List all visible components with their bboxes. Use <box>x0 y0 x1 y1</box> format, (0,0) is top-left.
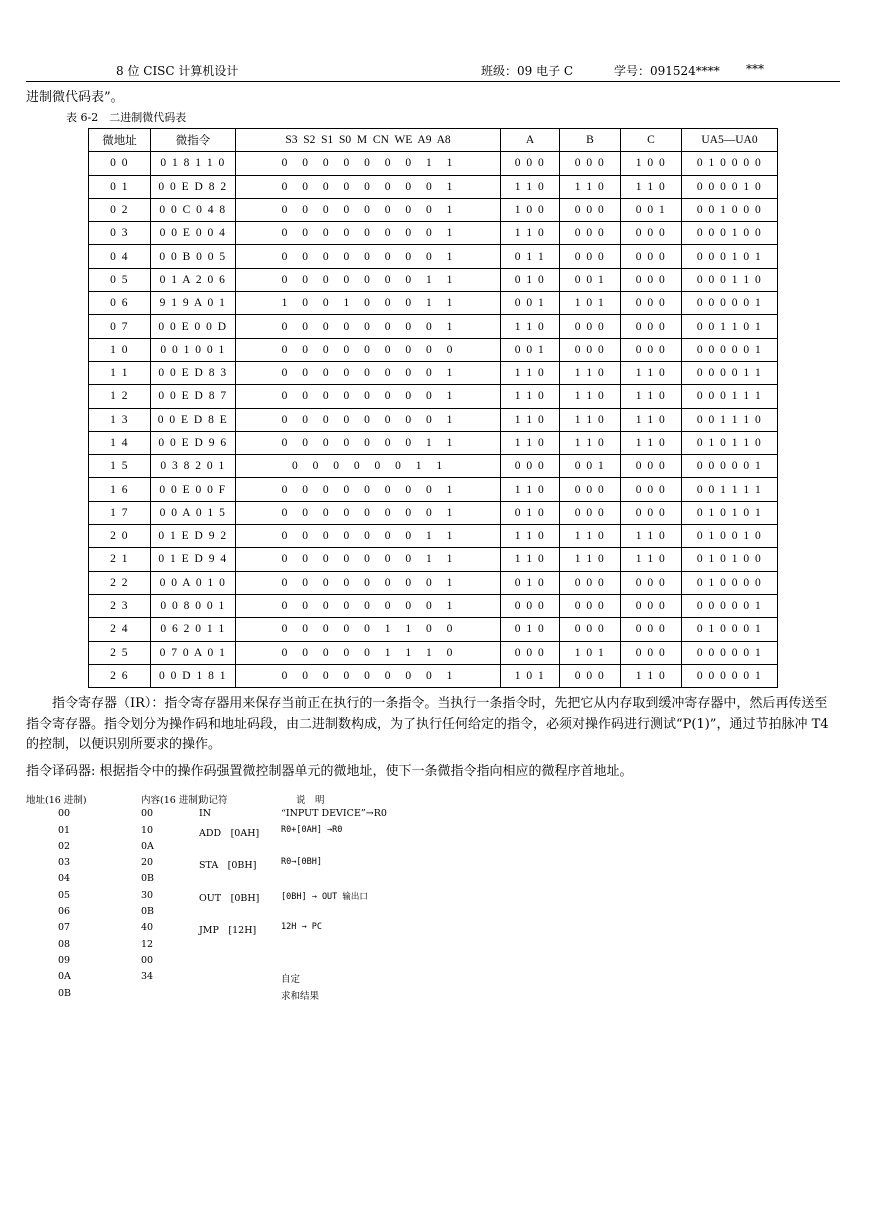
program-description: 12H → PC <box>281 922 322 933</box>
cell-b: 0 0 0 <box>560 245 621 268</box>
cell-c: 0 0 1 <box>621 198 682 221</box>
cell-micro-instruction: 0 0 B 0 0 5 <box>151 245 236 268</box>
table-caption: 表 6-2 二进制微代码表 <box>66 111 187 124</box>
program-header-row <box>26 792 526 808</box>
microcode-row <box>89 501 778 524</box>
cell-micro-address: 1 5 <box>89 455 151 478</box>
continuation-text: 进制微代码表”。 <box>26 90 124 105</box>
cell-ua: 0 0 0 1 1 1 <box>682 385 778 408</box>
cell-control-bits: 1 0 0 1 0 0 0 1 1 <box>236 292 501 315</box>
cell-micro-instruction: 0 0 E 0 0 D <box>151 315 236 338</box>
program-content: 10 <box>141 824 154 836</box>
cell-control-bits: 0 0 0 0 0 0 0 1 1 <box>236 431 501 454</box>
microcode-row <box>89 525 778 548</box>
program-row <box>26 873 526 889</box>
cell-micro-instruction: 0 1 E D 9 4 <box>151 548 236 571</box>
cell-a: 0 0 1 <box>501 292 560 315</box>
cell-ua: 0 1 0 1 0 1 <box>682 501 778 524</box>
cell-micro-instruction: 0 0 E D 8 2 <box>151 175 236 198</box>
cell-b: 0 0 0 <box>560 152 621 175</box>
cell-a: 0 0 0 <box>501 594 560 617</box>
program-content: 00 <box>141 808 154 820</box>
cell-b: 0 0 0 <box>560 594 621 617</box>
microcode-row <box>89 618 778 641</box>
cell-micro-instruction: 0 0 E D 9 6 <box>151 431 236 454</box>
cell-micro-address: 2 3 <box>89 594 151 617</box>
cell-c: 1 1 0 <box>621 664 682 687</box>
program-listing <box>26 792 526 1004</box>
cell-ua: 0 0 0 1 1 0 <box>682 268 778 291</box>
cell-b: 0 0 0 <box>560 198 621 221</box>
header-name: *** <box>746 62 764 76</box>
cell-b: 0 0 0 <box>560 315 621 338</box>
header-rule <box>26 81 840 82</box>
cell-ua: 0 0 1 1 1 1 <box>682 478 778 501</box>
cell-b: 0 0 0 <box>560 664 621 687</box>
cell-c: 0 0 0 <box>621 618 682 641</box>
cell-micro-address: 1 2 <box>89 385 151 408</box>
program-address: 0A <box>58 971 71 983</box>
cell-a: 1 1 0 <box>501 361 560 384</box>
microcode-row <box>89 408 778 431</box>
header-class: 班级：09 电子 C <box>481 64 574 78</box>
cell-b: 0 0 1 <box>560 455 621 478</box>
program-description: “INPUT DEVICE”→R0 <box>281 808 387 820</box>
cell-a: 1 1 0 <box>501 431 560 454</box>
cell-micro-address: 2 6 <box>89 664 151 687</box>
cell-ua: 0 0 0 0 1 0 <box>682 175 778 198</box>
cell-ua: 0 0 0 1 0 0 <box>682 222 778 245</box>
program-header-address: 地址(16 进制) <box>26 795 87 806</box>
cell-c: 1 1 0 <box>621 361 682 384</box>
col-header-c: C <box>621 129 682 152</box>
header-student-id: 学号：091524**** <box>614 64 720 78</box>
cell-a: 1 0 1 <box>501 664 560 687</box>
cell-ua: 0 1 0 0 1 0 <box>682 525 778 548</box>
cell-micro-instruction: 0 1 8 1 1 0 <box>151 152 236 175</box>
cell-c: 0 0 0 <box>621 455 682 478</box>
cell-a: 1 1 0 <box>501 548 560 571</box>
program-mnemonic: ADD [0AH] <box>199 827 260 839</box>
cell-micro-address: 0 1 <box>89 175 151 198</box>
cell-micro-instruction: 0 0 8 0 0 1 <box>151 594 236 617</box>
microcode-row <box>89 664 778 687</box>
cell-micro-address: 0 2 <box>89 198 151 221</box>
microcode-row <box>89 292 778 315</box>
program-content: 0B <box>141 906 155 918</box>
program-address: 00 <box>58 808 71 820</box>
cell-micro-instruction: 0 0 1 0 0 1 <box>151 338 236 361</box>
program-row <box>26 988 526 1004</box>
program-mnemonic: JMP [12H] <box>199 925 257 937</box>
cell-c: 1 1 0 <box>621 408 682 431</box>
program-description: R0+[0AH] →R0 <box>281 824 343 835</box>
cell-micro-instruction: 0 7 0 A 0 1 <box>151 641 236 664</box>
program-address: 03 <box>58 857 71 869</box>
cell-micro-address: 1 1 <box>89 361 151 384</box>
cell-control-bits: 0 0 0 0 0 0 0 1 1 <box>236 525 501 548</box>
program-address: 04 <box>58 873 71 885</box>
program-row <box>26 857 526 873</box>
program-address: 0B <box>58 987 72 999</box>
cell-micro-instruction: 0 3 8 2 0 1 <box>151 455 236 478</box>
cell-b: 0 0 0 <box>560 618 621 641</box>
program-description: 求和结果 <box>281 990 320 1002</box>
cell-a: 0 0 0 <box>501 152 560 175</box>
program-address: 02 <box>58 840 71 852</box>
cell-a: 1 0 0 <box>501 198 560 221</box>
col-header-micro-instruction: 微指令 <box>151 129 236 152</box>
program-row <box>26 906 526 922</box>
cell-a: 0 0 0 <box>501 641 560 664</box>
cell-micro-address: 2 5 <box>89 641 151 664</box>
cell-a: 1 1 0 <box>501 525 560 548</box>
microcode-table <box>88 128 778 688</box>
cell-c: 1 1 0 <box>621 548 682 571</box>
cell-b: 0 0 0 <box>560 501 621 524</box>
cell-c: 1 0 0 <box>621 152 682 175</box>
microcode-row <box>89 455 778 478</box>
program-description: 自定 <box>281 974 301 986</box>
cell-c: 0 0 0 <box>621 641 682 664</box>
cell-c: 0 0 0 <box>621 268 682 291</box>
cell-micro-instruction: 0 6 2 0 1 1 <box>151 618 236 641</box>
cell-b: 1 0 1 <box>560 641 621 664</box>
cell-c: 1 1 0 <box>621 385 682 408</box>
cell-micro-address: 1 3 <box>89 408 151 431</box>
cell-ua: 0 0 0 0 0 1 <box>682 455 778 478</box>
cell-ua: 0 1 0 0 0 1 <box>682 618 778 641</box>
cell-c: 1 1 0 <box>621 175 682 198</box>
cell-micro-instruction: 0 0 E D 8 7 <box>151 385 236 408</box>
cell-c: 0 0 0 <box>621 292 682 315</box>
program-row <box>26 890 526 906</box>
cell-control-bits: 0 0 0 0 0 0 0 0 0 <box>236 338 501 361</box>
cell-b: 0 0 0 <box>560 222 621 245</box>
cell-a: 1 1 0 <box>501 385 560 408</box>
program-description: R0→[0BH] <box>281 857 322 868</box>
cell-control-bits: 0 0 0 0 0 0 0 0 1 <box>236 664 501 687</box>
cell-ua: 0 0 1 0 0 0 <box>682 198 778 221</box>
cell-micro-address: 2 4 <box>89 618 151 641</box>
program-row <box>26 971 526 987</box>
paragraph-instruction-decoder: 指令译码器: 根据指令中的操作码强置微控制器单元的微地址，使下一条微指令指向相应的微程序首地址。 <box>26 764 633 779</box>
cell-micro-address: 0 4 <box>89 245 151 268</box>
paragraph-instruction-register: 指令寄存器（IR）：指令寄存器用来保存当前正在执行的一条指令。当执行一条指令时，先把它从内存取到缓冲寄存器中，然后再传送至指令寄存器。指令划分为操作码和地址码段，由二进制数构成，为了执行任何给定的指令，必须对操作码进行测试“P(1)”，通过节拍脉冲 T4 的控制，以便识别所要求的操作。 <box>26 696 829 752</box>
cell-control-bits: 0 0 0 0 0 0 0 1 1 <box>236 268 501 291</box>
cell-a: 0 1 0 <box>501 571 560 594</box>
cell-control-bits: 0 0 0 0 0 0 0 0 1 <box>236 361 501 384</box>
program-address: 08 <box>58 938 71 950</box>
cell-c: 0 0 0 <box>621 315 682 338</box>
cell-b: 0 0 1 <box>560 268 621 291</box>
program-address: 07 <box>58 922 71 934</box>
cell-control-bits: 0 0 0 0 0 1 1 1 0 <box>236 641 501 664</box>
cell-ua: 0 0 0 0 0 1 <box>682 338 778 361</box>
program-address: 09 <box>58 954 71 966</box>
cell-micro-address: 0 7 <box>89 315 151 338</box>
program-row <box>26 841 526 857</box>
cell-ua: 0 1 0 1 0 0 <box>682 548 778 571</box>
cell-ua: 0 1 0 0 0 0 <box>682 152 778 175</box>
cell-control-bits: 0 0 0 0 0 0 0 0 1 <box>236 315 501 338</box>
header-title: 8 位 CISC 计算机设计 <box>116 64 239 78</box>
cell-c: 0 0 0 <box>621 245 682 268</box>
cell-ua: 0 0 1 1 0 1 <box>682 315 778 338</box>
cell-ua: 0 0 0 0 0 1 <box>682 641 778 664</box>
program-content: 30 <box>141 889 154 901</box>
microcode-row <box>89 385 778 408</box>
cell-control-bits: 0 0 0 0 0 0 0 0 1 <box>236 245 501 268</box>
cell-a: 0 0 1 <box>501 338 560 361</box>
cell-ua: 0 0 0 0 0 1 <box>682 292 778 315</box>
cell-a: 0 1 0 <box>501 501 560 524</box>
cell-micro-address: 2 0 <box>89 525 151 548</box>
cell-b: 1 1 0 <box>560 385 621 408</box>
cell-micro-address: 1 0 <box>89 338 151 361</box>
cell-micro-address: 2 2 <box>89 571 151 594</box>
program-content: 20 <box>141 857 154 869</box>
cell-control-bits: 0 0 0 0 0 0 0 0 1 <box>236 198 501 221</box>
cell-b: 1 1 0 <box>560 431 621 454</box>
cell-c: 0 0 0 <box>621 222 682 245</box>
cell-b: 1 1 0 <box>560 408 621 431</box>
cell-ua: 0 0 0 0 1 1 <box>682 361 778 384</box>
cell-a: 1 1 0 <box>501 478 560 501</box>
cell-control-bits: 0 0 0 0 0 0 0 1 1 <box>236 152 501 175</box>
cell-ua: 0 0 1 1 1 0 <box>682 408 778 431</box>
cell-b: 1 1 0 <box>560 361 621 384</box>
cell-control-bits: 0 0 0 0 0 0 0 0 1 <box>236 594 501 617</box>
cell-c: 0 0 0 <box>621 501 682 524</box>
microcode-row <box>89 222 778 245</box>
microcode-row <box>89 431 778 454</box>
cell-c: 0 0 0 <box>621 478 682 501</box>
cell-micro-instruction: 0 0 D 1 8 1 <box>151 664 236 687</box>
cell-micro-instruction: 0 0 A 0 1 5 <box>151 501 236 524</box>
program-description: [0BH] → OUT 输出口 <box>281 891 368 902</box>
cell-c: 0 0 0 <box>621 338 682 361</box>
cell-control-bits: 0 0 0 0 0 0 0 0 1 <box>236 501 501 524</box>
cell-micro-instruction: 0 1 A 2 0 6 <box>151 268 236 291</box>
cell-c: 0 0 0 <box>621 571 682 594</box>
cell-micro-instruction: 0 0 C 0 4 8 <box>151 198 236 221</box>
col-header-ua: UA5—UA0 <box>682 129 778 152</box>
cell-micro-instruction: 0 0 E D 8 3 <box>151 361 236 384</box>
microcode-row <box>89 571 778 594</box>
program-header-mnemonic: 助记符 <box>199 795 228 806</box>
cell-c: 1 1 0 <box>621 525 682 548</box>
microcode-row <box>89 152 778 175</box>
cell-a: 0 1 0 <box>501 618 560 641</box>
microcode-row <box>89 594 778 617</box>
cell-a: 0 1 1 <box>501 245 560 268</box>
program-mnemonic: STA [0BH] <box>199 860 257 872</box>
program-mnemonic: IN <box>199 808 212 820</box>
cell-control-bits: 0 0 0 0 0 0 1 1 <box>236 455 501 478</box>
microcode-row <box>89 245 778 268</box>
cell-ua: 0 0 0 1 0 1 <box>682 245 778 268</box>
program-address: 06 <box>58 906 71 918</box>
cell-micro-address: 2 1 <box>89 548 151 571</box>
cell-b: 1 1 0 <box>560 548 621 571</box>
program-header-content: 内容(16 进制) <box>141 795 202 806</box>
cell-b: 1 1 0 <box>560 175 621 198</box>
cell-b: 0 0 0 <box>560 571 621 594</box>
microcode-row <box>89 268 778 291</box>
cell-micro-address: 1 6 <box>89 478 151 501</box>
cell-a: 1 1 0 <box>501 315 560 338</box>
microcode-row <box>89 548 778 571</box>
microcode-row <box>89 338 778 361</box>
cell-ua: 0 0 0 0 0 1 <box>682 594 778 617</box>
program-row <box>26 922 526 938</box>
program-row <box>26 939 526 955</box>
microcode-row <box>89 175 778 198</box>
program-row <box>26 955 526 971</box>
microcode-row <box>89 478 778 501</box>
program-row <box>26 808 526 824</box>
cell-control-bits: 0 0 0 0 0 0 0 0 1 <box>236 175 501 198</box>
program-content: 12 <box>141 938 154 950</box>
cell-a: 0 1 0 <box>501 268 560 291</box>
microcode-row <box>89 198 778 221</box>
cell-micro-address: 0 0 <box>89 152 151 175</box>
program-content: 40 <box>141 922 154 934</box>
microcode-row <box>89 361 778 384</box>
cell-ua: 0 1 0 1 1 0 <box>682 431 778 454</box>
program-content: 00 <box>141 954 154 966</box>
microcode-header-row <box>89 129 778 152</box>
col-header-b: B <box>560 129 621 152</box>
cell-micro-address: 0 3 <box>89 222 151 245</box>
cell-micro-address: 0 6 <box>89 292 151 315</box>
col-header-micro-address: 微地址 <box>89 129 151 152</box>
cell-control-bits: 0 0 0 0 0 0 0 0 1 <box>236 385 501 408</box>
col-header-control-bits: S3 S2 S1 S0 M CN WE A9 A8 <box>236 129 501 152</box>
cell-micro-instruction: 0 1 E D 9 2 <box>151 525 236 548</box>
cell-b: 1 1 0 <box>560 525 621 548</box>
cell-ua: 0 0 0 0 0 1 <box>682 664 778 687</box>
program-address: 01 <box>58 824 71 836</box>
cell-micro-instruction: 0 0 E 0 0 4 <box>151 222 236 245</box>
cell-a: 1 1 0 <box>501 408 560 431</box>
cell-micro-instruction: 9 1 9 A 0 1 <box>151 292 236 315</box>
cell-control-bits: 0 0 0 0 0 0 0 0 1 <box>236 571 501 594</box>
col-header-a: A <box>501 129 560 152</box>
cell-micro-instruction: 0 0 E D 8 E <box>151 408 236 431</box>
cell-micro-address: 1 7 <box>89 501 151 524</box>
cell-c: 1 1 0 <box>621 431 682 454</box>
cell-b: 0 0 0 <box>560 478 621 501</box>
microcode-row <box>89 641 778 664</box>
program-content: 0A <box>141 840 154 852</box>
cell-a: 0 0 0 <box>501 455 560 478</box>
cell-a: 1 1 0 <box>501 222 560 245</box>
cell-control-bits: 0 0 0 0 0 0 0 0 1 <box>236 478 501 501</box>
cell-c: 0 0 0 <box>621 594 682 617</box>
cell-ua: 0 1 0 0 0 0 <box>682 571 778 594</box>
cell-control-bits: 0 0 0 0 0 0 0 1 1 <box>236 548 501 571</box>
program-content: 34 <box>141 971 154 983</box>
cell-control-bits: 0 0 0 0 0 0 0 0 1 <box>236 222 501 245</box>
cell-a: 1 1 0 <box>501 175 560 198</box>
microcode-row <box>89 315 778 338</box>
cell-control-bits: 0 0 0 0 0 1 1 0 0 <box>236 618 501 641</box>
cell-control-bits: 0 0 0 0 0 0 0 0 1 <box>236 408 501 431</box>
program-row <box>26 825 526 841</box>
cell-micro-address: 1 4 <box>89 431 151 454</box>
cell-b: 0 0 0 <box>560 338 621 361</box>
cell-micro-instruction: 0 0 A 0 1 0 <box>151 571 236 594</box>
program-address: 05 <box>58 889 71 901</box>
cell-micro-address: 0 5 <box>89 268 151 291</box>
program-mnemonic: OUT [0BH] <box>199 892 260 904</box>
program-header-description: 说 明 <box>296 795 325 806</box>
program-content: 0B <box>141 873 155 885</box>
cell-b: 1 0 1 <box>560 292 621 315</box>
cell-micro-instruction: 0 0 E 0 0 F <box>151 478 236 501</box>
